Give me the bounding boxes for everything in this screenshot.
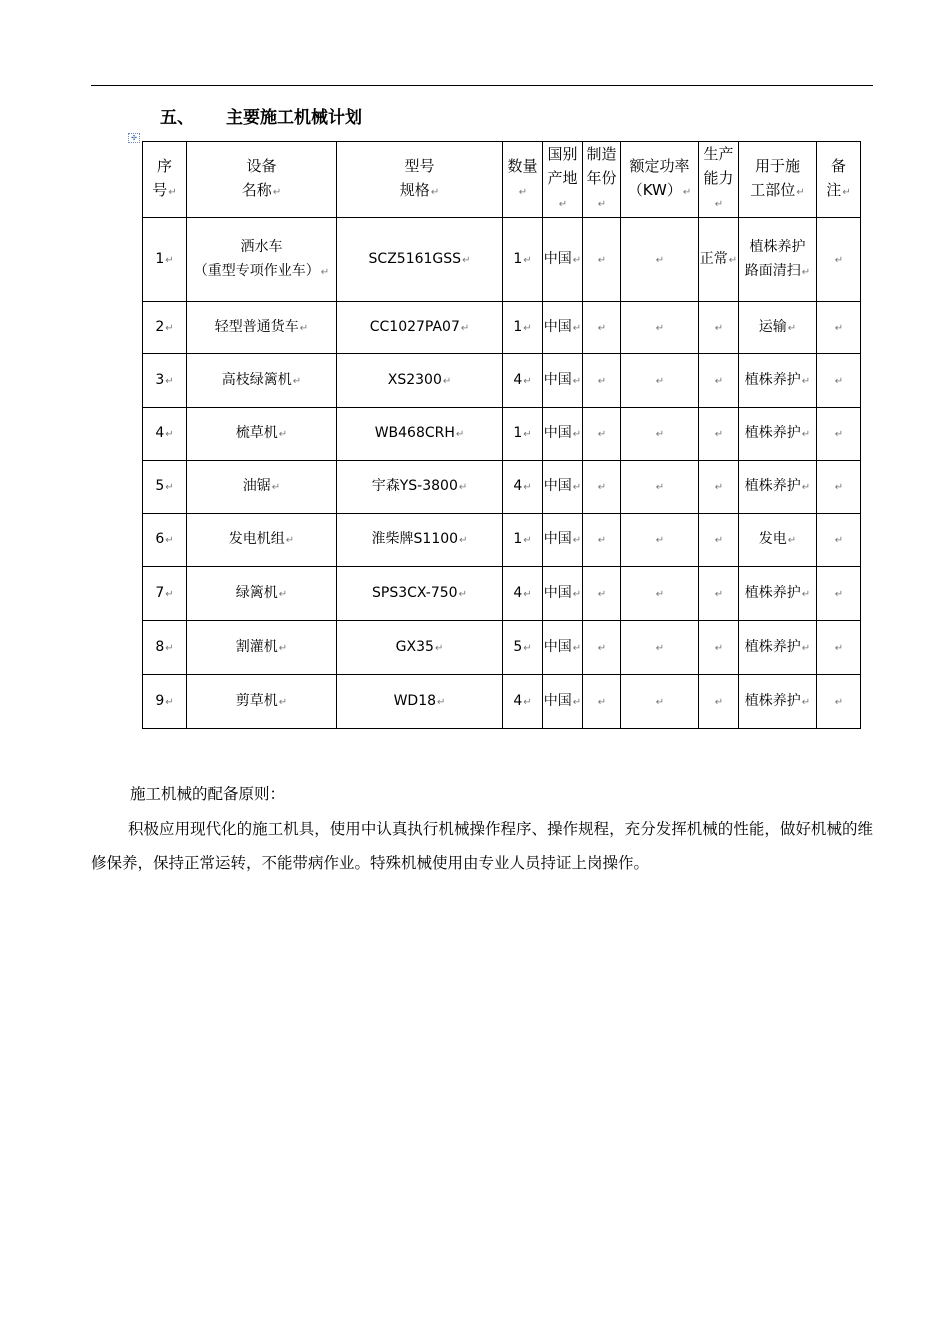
section-number: 五、 <box>160 108 194 128</box>
table-continuation <box>142 719 860 723</box>
paragraph-mark-icon: ↵ <box>714 375 724 387</box>
cell-model-value: GX35 <box>395 638 434 655</box>
paragraph-mark-icon: ↵ <box>655 254 665 266</box>
cell-year <box>583 218 621 302</box>
paragraph-mark-icon: ↵ <box>714 535 724 546</box>
cell-origin-value: 中国 <box>543 371 572 388</box>
paragraph-mark-icon: ↵ <box>597 429 607 440</box>
cell-name-line: 发电机组 <box>228 531 285 547</box>
cell-model <box>337 567 503 621</box>
cell-no-value: 1 <box>155 250 165 267</box>
cell-origin-value: 中国 <box>543 425 572 441</box>
header-cell-power <box>621 142 699 218</box>
cell-qty <box>503 408 543 461</box>
cell-name-line: 绿篱机 <box>235 584 278 601</box>
cell-usage <box>739 461 817 514</box>
cell-model <box>337 354 503 408</box>
principle-heading: 施工机械的配备原则： <box>130 785 286 803</box>
cell-capacity <box>699 567 739 621</box>
paragraph-mark-icon: ↵ <box>655 535 665 546</box>
table-row <box>143 514 861 567</box>
paragraph-mark-icon: ↵ <box>278 588 288 600</box>
paragraph-mark-icon: ↵ <box>842 187 851 198</box>
paragraph-mark-icon: ↵ <box>714 588 724 600</box>
paragraph-mark-icon: ↵ <box>834 588 844 600</box>
header-cell-note <box>817 142 861 218</box>
paragraph-mark-icon: ↵ <box>165 254 174 266</box>
header-cell-capacity <box>699 142 739 218</box>
paragraph-mark-icon: ↵ <box>597 322 607 334</box>
paragraph-mark-icon: ↵ <box>572 642 582 654</box>
cell-no <box>143 567 187 621</box>
cell-usage <box>739 302 817 354</box>
paragraph-mark-icon: ↵ <box>458 482 468 493</box>
cell-usage <box>739 354 817 408</box>
cell-usage-line: 植株养护 <box>744 692 801 709</box>
cell-usage-line: 发电 <box>758 531 787 547</box>
cell-qty <box>503 621 543 675</box>
paragraph-mark-icon: ↵ <box>801 429 811 440</box>
table-move-handle-icon[interactable]: ✣ <box>128 133 140 143</box>
cell-name <box>187 218 337 302</box>
cell-usage-line: 植株养护 <box>744 425 801 441</box>
paragraph-mark-icon: ↵ <box>801 588 811 600</box>
cell-no-value: 4 <box>155 425 165 441</box>
cell-usage <box>739 408 817 461</box>
paragraph-mark-icon: ↵ <box>655 429 665 440</box>
cell-year <box>583 354 621 408</box>
cell-power <box>621 218 699 302</box>
cell-name-line: 割灌机 <box>235 638 278 655</box>
cell-usage-line: 路面清扫 <box>744 262 801 279</box>
cell-origin <box>543 354 583 408</box>
cell-model-value: 宇森YS-3800 <box>371 478 458 494</box>
paragraph-mark-icon: ↵ <box>787 535 797 546</box>
cell-name-line: 油锯 <box>242 478 271 494</box>
paragraph-mark-icon: ↵ <box>655 375 665 387</box>
paragraph-mark-icon: ↵ <box>523 254 532 266</box>
paragraph-mark-icon: ↵ <box>834 254 844 266</box>
cell-note <box>817 354 861 408</box>
cell-model-value: 淮柴牌S1100 <box>371 531 459 547</box>
paragraph-mark-icon: ↵ <box>801 696 811 708</box>
cell-year <box>583 302 621 354</box>
paragraph-mark-icon: ↵ <box>437 696 446 708</box>
section-title: 主要施工机械计划 <box>226 108 362 128</box>
header-cell-origin <box>543 142 583 218</box>
cell-qty <box>503 514 543 567</box>
paragraph-mark-icon: ↵ <box>655 482 665 493</box>
paragraph-mark-icon: ↵ <box>299 322 309 334</box>
paragraph-mark-icon: ↵ <box>430 187 440 198</box>
cell-name-line: 轻型普通货车 <box>214 318 299 335</box>
cell-model <box>337 408 503 461</box>
paragraph-mark-icon: ↵ <box>458 588 467 600</box>
cell-power <box>621 461 699 514</box>
paragraph-mark-icon: ↵ <box>714 429 724 440</box>
paragraph-mark-icon: ↵ <box>320 266 330 278</box>
paragraph-mark-icon: ↵ <box>572 535 582 546</box>
paragraph-mark-icon: ↵ <box>278 696 288 708</box>
cell-usage-line: 植株养护 <box>749 238 806 255</box>
paragraph-mark-icon: ↵ <box>801 375 811 387</box>
cell-name-line: 高枝绿篱机 <box>221 371 292 388</box>
paragraph-mark-icon: ↵ <box>655 696 665 708</box>
paragraph-mark-icon: ↵ <box>714 696 724 708</box>
paragraph-mark-icon: ↵ <box>714 199 724 210</box>
paragraph-mark-icon: ↵ <box>801 482 811 493</box>
paragraph-mark-icon: ↵ <box>834 482 844 493</box>
cell-year <box>583 461 621 514</box>
cell-name <box>187 567 337 621</box>
cell-capacity <box>699 514 739 567</box>
paragraph-mark-icon: ↵ <box>572 322 582 334</box>
paragraph-mark-icon: ↵ <box>597 254 607 266</box>
cell-usage-line: 植株养护 <box>744 478 801 494</box>
cell-note <box>817 621 861 675</box>
cell-year <box>583 514 621 567</box>
header-cell-model-text: 规格 <box>399 181 430 199</box>
cell-model <box>337 621 503 675</box>
paragraph-mark-icon: ↵ <box>682 187 692 198</box>
paragraph-mark-icon: ↵ <box>523 322 532 334</box>
paragraph-mark-icon: ↵ <box>834 322 844 334</box>
cell-model-value: WD18 <box>393 692 437 709</box>
cell-usage <box>739 567 817 621</box>
cell-origin-value: 中国 <box>543 584 572 601</box>
table-row <box>143 302 861 354</box>
cell-qty <box>503 354 543 408</box>
paragraph-mark-icon: ↵ <box>834 642 844 654</box>
paragraph-mark-icon: ↵ <box>523 535 532 546</box>
paragraph-mark-icon: ↵ <box>165 642 174 654</box>
cell-no-value: 7 <box>155 584 165 601</box>
cell-name-line: （重型专项作业车） <box>193 262 320 279</box>
paragraph-mark-icon: ↵ <box>796 187 805 198</box>
cell-qty <box>503 567 543 621</box>
header-cell-power-text: 额定功率 <box>629 157 690 175</box>
cell-qty-value: 4 <box>513 692 523 709</box>
table-row <box>143 461 861 514</box>
cell-capacity-value: 正常 <box>699 250 728 267</box>
paragraph-mark-icon: ↵ <box>518 187 528 198</box>
paragraph-mark-icon: ↵ <box>572 696 582 708</box>
paragraph-mark-icon: ↵ <box>278 429 288 440</box>
cell-model <box>337 218 503 302</box>
cell-power <box>621 302 699 354</box>
cell-name <box>187 408 337 461</box>
paragraph-mark-icon: ↵ <box>165 322 174 334</box>
cell-name-line: 剪草机 <box>235 692 278 709</box>
cell-qty-value: 4 <box>513 371 523 388</box>
cell-no <box>143 461 187 514</box>
cell-year <box>583 621 621 675</box>
paragraph-mark-icon: ↵ <box>834 696 844 708</box>
cell-origin-value: 中国 <box>543 531 572 547</box>
cell-origin-value: 中国 <box>543 318 572 335</box>
header-cell-qty <box>503 142 543 218</box>
cell-qty <box>503 218 543 302</box>
header-cell-year-text: 年份 <box>586 169 617 187</box>
paragraph-mark-icon: ↵ <box>272 187 282 198</box>
paragraph-mark-icon: ↵ <box>292 375 302 387</box>
paragraph-mark-icon: ↵ <box>165 696 174 708</box>
paragraph-mark-icon: ↵ <box>572 375 582 387</box>
principle-paragraph: 积极应用现代化的施工机具，使用中认真执行机械操作程序、操作规程，充分发挥机械的性能，做好机械的维修保养，保持正常运转，不能带病作业。特殊机械使用由专业人员持证上岗操作。 <box>91 820 873 872</box>
paragraph-mark-icon: ↵ <box>597 535 607 546</box>
cell-qty-value: 1 <box>513 318 523 335</box>
paragraph-mark-icon: ↵ <box>455 429 465 440</box>
cell-power <box>621 354 699 408</box>
cell-qty-value: 1 <box>513 250 523 267</box>
cell-origin <box>543 567 583 621</box>
header-cell-year <box>583 142 621 218</box>
header-cell-name-text: 名称 <box>241 181 272 199</box>
paragraph-mark-icon: ↵ <box>460 322 470 334</box>
cell-qty-value: 1 <box>513 531 523 547</box>
cell-no-value: 8 <box>155 638 165 655</box>
paragraph-mark-icon: ↵ <box>278 642 288 654</box>
cell-origin-value: 中国 <box>543 478 572 494</box>
paragraph-mark-icon: ↵ <box>834 375 844 387</box>
paragraph-mark-icon: ↵ <box>655 642 665 654</box>
paragraph-mark-icon: ↵ <box>597 199 607 210</box>
cell-capacity <box>699 461 739 514</box>
cell-origin <box>543 461 583 514</box>
cell-usage-line: 植株养护 <box>744 638 801 655</box>
paragraph-mark-icon: ↵ <box>442 375 452 387</box>
paragraph-mark-icon: ↵ <box>168 187 177 198</box>
paragraph-mark-icon: ↵ <box>165 429 174 440</box>
cell-model-value: SPS3CX-750 <box>372 584 458 601</box>
header-cell-seq-text: 号 <box>152 181 168 199</box>
paragraph-mark-icon: ↵ <box>572 429 582 440</box>
paragraph-mark-icon: ↵ <box>597 642 607 654</box>
cell-usage <box>739 218 817 302</box>
cell-note <box>817 302 861 354</box>
paragraph-mark-icon: ↵ <box>787 322 797 334</box>
paragraph-mark-icon: ↵ <box>434 642 444 654</box>
paragraph-mark-icon: ↵ <box>655 588 665 600</box>
paragraph-mark-icon: ↵ <box>834 535 844 546</box>
cell-name <box>187 354 337 408</box>
section-heading <box>160 103 362 128</box>
cell-name <box>187 302 337 354</box>
paragraph-mark-icon: ↵ <box>523 375 532 387</box>
cell-no <box>143 621 187 675</box>
table-header-row <box>143 142 861 218</box>
cell-model <box>337 461 503 514</box>
cell-no <box>143 514 187 567</box>
header-cell-model <box>337 142 503 218</box>
cell-note <box>817 218 861 302</box>
cell-name <box>187 514 337 567</box>
cell-no-value: 6 <box>155 531 165 547</box>
cell-usage-line: 运输 <box>758 318 787 335</box>
paragraph-mark-icon: ↵ <box>523 588 532 600</box>
cell-no-value: 9 <box>155 692 165 709</box>
cell-origin-value: 中国 <box>543 250 572 267</box>
paragraph-mark-icon: ↵ <box>462 254 471 266</box>
cell-name <box>187 621 337 675</box>
cell-year <box>583 567 621 621</box>
equipment-table <box>142 141 861 729</box>
cell-note <box>817 408 861 461</box>
paragraph-mark-icon: ↵ <box>523 482 532 493</box>
header-cell-note-text: 注 <box>826 181 842 199</box>
paragraph-mark-icon: ↵ <box>523 429 532 440</box>
cell-qty-value: 1 <box>513 425 523 441</box>
paragraph-mark-icon: ↵ <box>285 535 295 546</box>
cell-usage <box>739 621 817 675</box>
cell-capacity <box>699 218 739 302</box>
cell-no <box>143 408 187 461</box>
paragraph-mark-icon: ↵ <box>597 696 607 708</box>
paragraph-mark-icon: ↵ <box>165 482 174 493</box>
table-row <box>143 354 861 408</box>
paragraph-mark-icon: ↵ <box>572 482 582 493</box>
paragraph-mark-icon: ↵ <box>165 588 174 600</box>
cell-year <box>583 408 621 461</box>
cell-power <box>621 408 699 461</box>
header-cell-note-text: 备 <box>830 157 846 175</box>
cell-usage-line: 植株养护 <box>744 371 801 388</box>
paragraph-mark-icon: ↵ <box>165 375 174 387</box>
cell-capacity <box>699 408 739 461</box>
paragraph-mark-icon: ↵ <box>523 642 532 654</box>
cell-note <box>817 461 861 514</box>
cell-origin <box>543 621 583 675</box>
cell-no-value: 2 <box>155 318 165 335</box>
cell-no <box>143 302 187 354</box>
paragraph-mark-icon: ↵ <box>834 429 844 440</box>
cell-model-value: SCZ5161GSS <box>368 250 462 267</box>
header-cell-capacity-text: 生产 <box>703 145 734 163</box>
cell-origin <box>543 408 583 461</box>
cell-qty-value: 4 <box>513 584 523 601</box>
paragraph-mark-icon: ↵ <box>597 588 607 600</box>
paragraph-mark-icon: ↵ <box>714 322 724 334</box>
cell-no <box>143 354 187 408</box>
cell-origin <box>543 218 583 302</box>
paragraph-mark-icon: ↵ <box>597 375 607 387</box>
cell-note <box>817 514 861 567</box>
paragraph-mark-icon: ↵ <box>597 482 607 493</box>
cell-capacity <box>699 621 739 675</box>
header-cell-usage-text: 用于施 <box>754 157 800 175</box>
cell-qty-value: 5 <box>513 638 523 655</box>
cell-usage-line: 植株养护 <box>744 584 801 601</box>
cell-name-line: 洒水车 <box>240 238 283 255</box>
header-cell-usage-text: 工部位 <box>750 181 796 199</box>
table-row <box>143 408 861 461</box>
paragraph-mark-icon: ↵ <box>523 696 532 708</box>
cell-origin-value: 中国 <box>543 638 572 655</box>
cell-power <box>621 514 699 567</box>
cell-qty-value: 4 <box>513 478 523 494</box>
table-row <box>143 621 861 675</box>
paragraph-mark-icon: ↵ <box>655 322 665 334</box>
paragraph-mark-icon: ↵ <box>165 535 174 546</box>
cell-name-line: 梳草机 <box>235 425 278 441</box>
header-cell-seq <box>143 142 187 218</box>
header-cell-seq-text: 序 <box>156 157 172 175</box>
cell-no-value: 5 <box>155 478 165 494</box>
cell-note <box>817 567 861 621</box>
cell-name <box>187 461 337 514</box>
cell-model-value: CC1027PA07 <box>369 318 460 335</box>
cell-capacity <box>699 302 739 354</box>
paragraph-mark-icon: ↵ <box>714 642 724 654</box>
header-cell-name <box>187 142 337 218</box>
paragraph-mark-icon: ↵ <box>271 482 281 493</box>
paragraph-mark-icon: ↵ <box>558 199 568 210</box>
header-cell-qty-text: 数量 <box>507 157 538 175</box>
paragraph-mark-icon: ↵ <box>459 535 468 546</box>
header-cell-origin-text: 产地 <box>547 169 578 187</box>
cell-origin <box>543 302 583 354</box>
paragraph-mark-icon: ↵ <box>801 266 811 278</box>
paragraph-mark-icon: ↵ <box>728 254 738 266</box>
cell-qty <box>503 302 543 354</box>
cell-no-value: 3 <box>155 371 165 388</box>
header-cell-year-text: 制造 <box>586 145 617 163</box>
cell-power <box>621 567 699 621</box>
cell-model <box>337 514 503 567</box>
table-row <box>143 567 861 621</box>
header-cell-origin-text: 国别 <box>547 145 578 163</box>
cell-qty <box>503 461 543 514</box>
cell-usage <box>739 514 817 567</box>
cell-power <box>621 621 699 675</box>
header-cell-usage <box>739 142 817 218</box>
paragraph-mark-icon: ↵ <box>801 642 811 654</box>
cell-no <box>143 218 187 302</box>
paragraph-mark-icon: ↵ <box>572 254 582 266</box>
cell-model <box>337 302 503 354</box>
cell-origin-value: 中国 <box>543 692 572 709</box>
header-rule <box>91 85 873 86</box>
header-cell-model-text: 型号 <box>404 157 435 175</box>
paragraph-mark-icon: ↵ <box>572 588 582 600</box>
header-cell-name-text: 设备 <box>246 157 277 175</box>
cell-origin <box>543 514 583 567</box>
paragraph-mark-icon: ↵ <box>714 482 724 493</box>
table-row <box>143 218 861 302</box>
cell-model-value: XS2300 <box>387 371 442 388</box>
cell-capacity <box>699 354 739 408</box>
header-cell-power-text: （KW） <box>627 181 682 199</box>
cell-model-value: WB468CRH <box>374 425 455 441</box>
header-cell-capacity-text: 能力 <box>703 169 734 187</box>
